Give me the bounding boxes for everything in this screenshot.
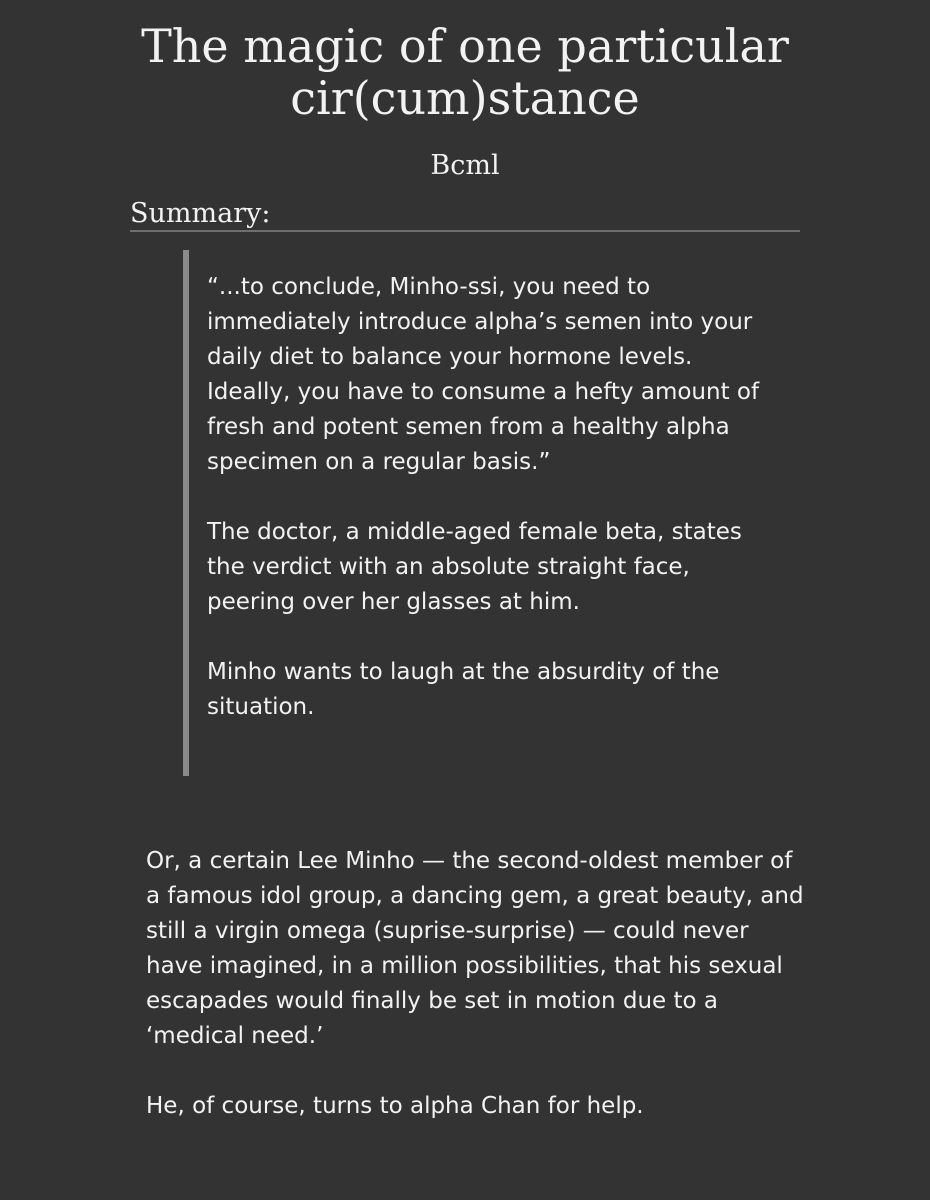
summary-paragraph-3: Minho wants to laugh at the absurdity of the situation.	[207, 659, 720, 720]
work-title-line-2: cir(cum)stance	[290, 71, 640, 125]
body-paragraph-1: Or, a certain Lee Minho — the second-oldest member of a famous idol group, a dancing gem, a great beauty, and still a virgin omega (suprise-surprise) — could never have imagined, in a million possibilities, that his sexual escapades would finally be set in motion due to a ‘medical need.’	[146, 848, 804, 1049]
work-title	[0, 20, 930, 124]
summary-heading: Summary:	[130, 198, 800, 232]
summary-paragraph-2: The doctor, a middle-aged female beta, states the verdict with an absolute straight face, peering over her glasses at him.	[207, 519, 742, 615]
work-author[interactable]: Bcml	[430, 150, 500, 181]
work-body	[146, 844, 806, 1159]
summary-paragraph-1: “...to conclude, Minho-ssi, you need to immediately introduce alpha’s semen into your daily diet to balance your hormone levels. Ideally, you have to consume a hefty amount of fresh and potent semen from a healthy alpha specimen on a regular basis.”	[207, 274, 760, 475]
summary-blockquote	[183, 250, 763, 776]
body-paragraph-2: He, of course, turns to alpha Chan for help.	[146, 1093, 644, 1119]
work-title-line-1: The magic of one particular	[141, 19, 789, 73]
